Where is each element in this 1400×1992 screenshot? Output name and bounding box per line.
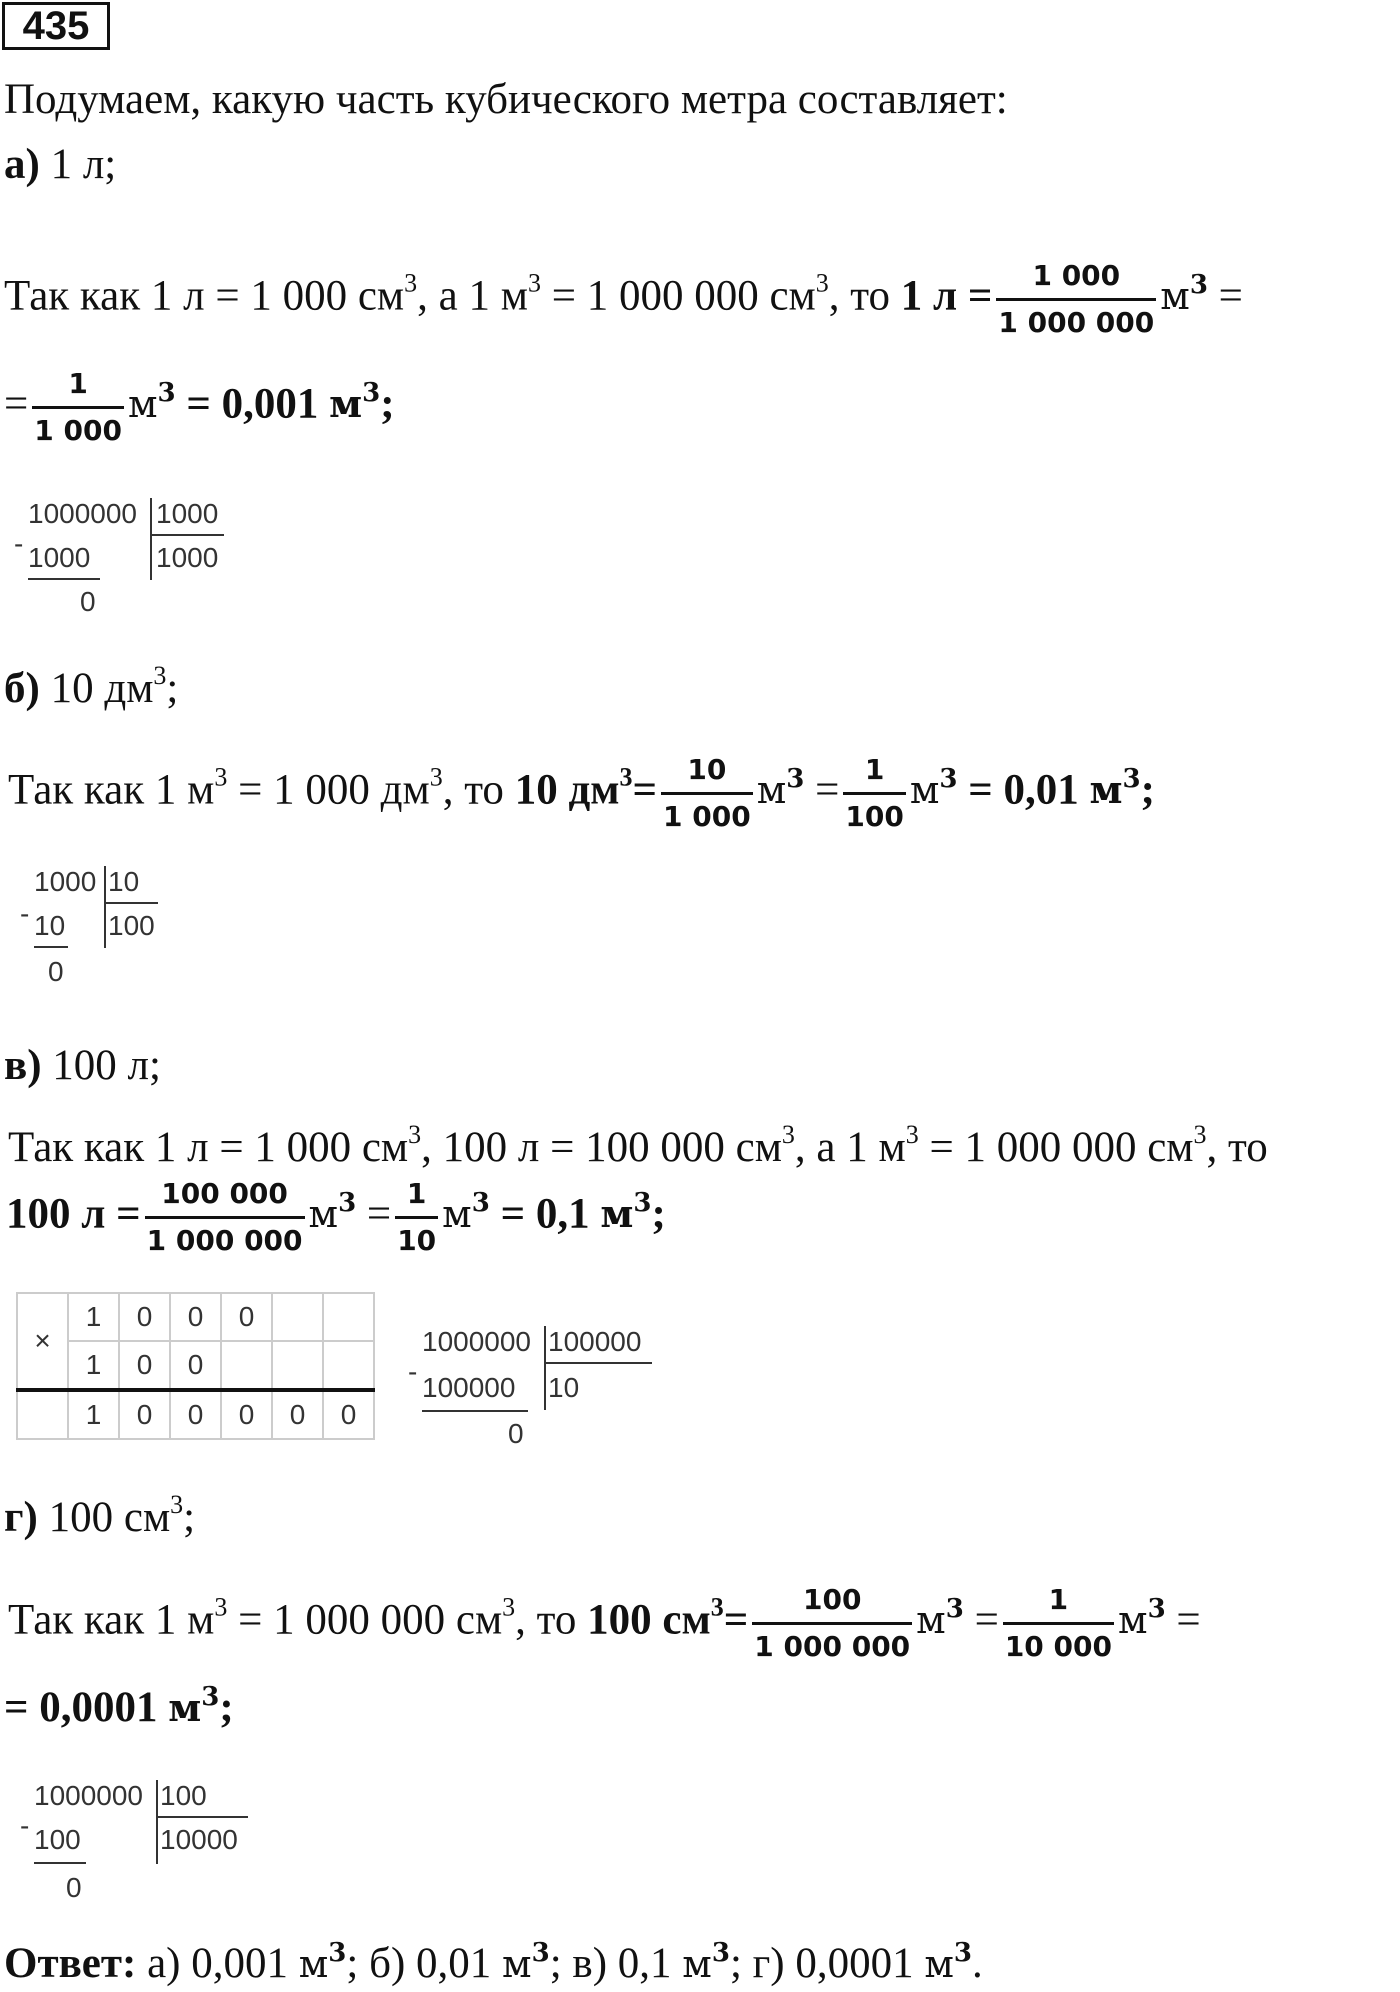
part-b-item: 10 дм xyxy=(50,665,154,712)
part-g-heading: г) 100 $см^3$; xyxy=(4,1490,196,1541)
task-number: 435 xyxy=(2,2,110,50)
part-g-line2: = 0,0001 $м^3$; xyxy=(4,1682,234,1731)
part-b-marker: б) xyxy=(4,665,40,712)
part-g-marker: г) xyxy=(4,1494,38,1541)
fraction: $\frac{1 000}{1 000 000}$ xyxy=(998,259,1155,339)
part-a-marker: а) xyxy=(4,141,40,188)
fraction: $\frac{100 000}{1 000 000}$ xyxy=(146,1177,303,1257)
part-b-heading: б) 10 $дм^3$; xyxy=(4,661,179,712)
part-v-item: 100 л; xyxy=(52,1042,161,1089)
fraction: $\frac{1}{10 000}$ xyxy=(1004,1583,1112,1663)
multiplication-grid: × 1 0 0 0 1 0 0 1 0 0 0 0 0 xyxy=(16,1292,375,1440)
part-a-item: 1 л; xyxy=(50,141,117,188)
part-a-line2: = $\frac{1}{1 000}$ $м^3 = 0,001$ $м^3$; xyxy=(4,367,395,447)
fraction: $\frac{1}{1 000}$ xyxy=(34,367,122,447)
multiply-sign: × xyxy=(17,1293,68,1390)
intro-text: Подумаем, какую часть кубического метра составляет: xyxy=(4,76,1008,123)
part-v-line2: 100 л = $\frac{100 000}{1 000 000}$ $м^3$ = $\frac{1}{10}$ $м^3 = 0,1$ $м^3$; xyxy=(6,1177,666,1257)
fraction: $\frac{100}{1 000 000}$ xyxy=(754,1583,911,1663)
part-v-marker: в) xyxy=(4,1042,42,1089)
fraction: $\frac{1}{100}$ xyxy=(845,753,904,833)
answer-line: Ответ: а) 0,001 $м^3$; б) 0,01 $м^3$; в) 0,1 $м^3$; г) 0,0001 $м^3$. xyxy=(4,1938,983,1987)
part-a-heading xyxy=(4,143,116,186)
fraction: $\frac{1}{10}$ xyxy=(397,1177,437,1257)
part-g-item: 100 см xyxy=(48,1494,171,1541)
part-b-line1: Так как 1 $м^3 = 1$ 000 $дм^3$, то 10 $дм^3=$ $\frac{10}{1 000}$ $м^3$ = $\frac{1}{100}$ $м^3 = 0,01$ $м^3$; xyxy=(8,753,1155,833)
part-v-line1: Так как 1 л = 1 000 $см^3$, 100 л = 100 000 $см^3$, а 1 $м^3 = 1$ 000 000 $см^3$, то xyxy=(8,1120,1268,1171)
part-v-heading xyxy=(4,1044,161,1087)
answer-label: Ответ: xyxy=(4,1940,137,1987)
fraction: $\frac{10}{1 000}$ xyxy=(663,753,751,833)
part-a-line1: Так как 1 л = 1 000 $см^3$, а 1 $м^3 = 1$ 000 000 $см^3$, то 1 л = $\frac{1 000}{1 000 000}$ $м^3$ = xyxy=(4,259,1243,339)
part-g-line1: Так как 1 $м^3 = 1$ 000 000 $см^3$, то 100 $см^3=$ $\frac{100}{1 000 000}$ $м^3$ = $\frac{1}{10 000}$ $м^3$ = xyxy=(8,1583,1201,1663)
